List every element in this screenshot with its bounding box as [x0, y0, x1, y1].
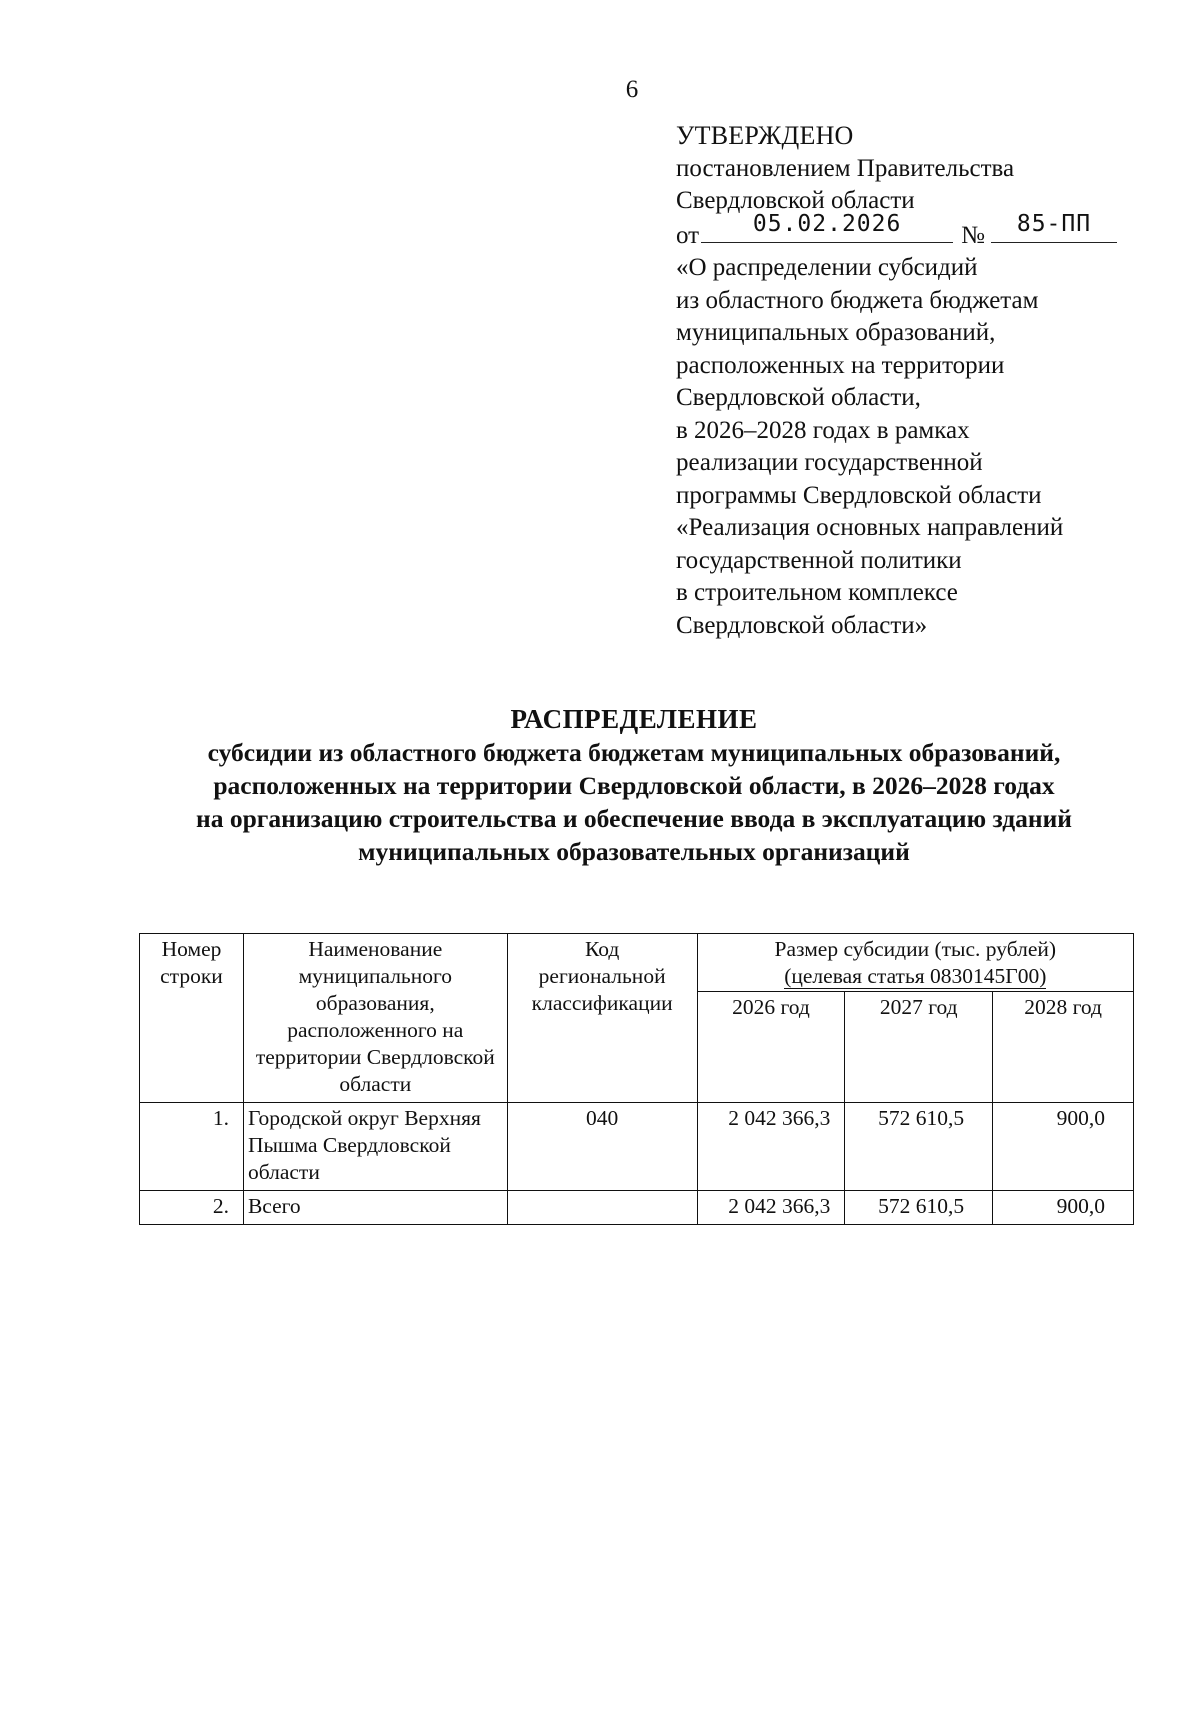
header-year-2027: 2027 год: [845, 992, 993, 1103]
row-value-2026: 2 042 366,3: [697, 1191, 845, 1225]
resolution-title-line: государственной политики: [676, 546, 962, 574]
resolution-title-line: программы Свердловской области: [676, 481, 1042, 509]
row-number: 1.: [140, 1103, 244, 1191]
row-region-code: [507, 1191, 697, 1225]
header-subsidy: [697, 934, 1133, 992]
approval-line-2: Свердловской области: [676, 187, 915, 214]
resolution-title-line: расположенных на территории: [676, 351, 1005, 379]
row-region-code: 040: [507, 1103, 697, 1191]
resolution-title-line: реализации государственной: [676, 449, 983, 476]
resolution-title-line: Свердловской области»: [676, 611, 928, 639]
header-region-code: Код региональной классификации: [507, 934, 697, 1103]
resolution-title-line: Свердловской области,: [676, 384, 921, 411]
row-value-2028: 900,0: [993, 1191, 1134, 1225]
header-municipality: Наименование муниципального образования, расположенного на территории Свердловской области: [243, 934, 507, 1103]
document-subtitle-line: субсидии из областного бюджета бюджетам муниципальных образований,: [207, 738, 1061, 767]
resolution-title-line: «Реализация основных направлений: [676, 514, 1064, 541]
page-number: 6: [625, 76, 639, 103]
resolution-title-line: из областного бюджета бюджетам: [676, 286, 1039, 314]
document-subtitle-line: на организацию строительства и обеспечение ввода в эксплуатацию зданий: [196, 804, 1072, 833]
table-row: [140, 1103, 1134, 1191]
number-prefix: №: [961, 221, 985, 249]
header-year-2028: 2028 год: [993, 992, 1134, 1103]
approval-line-1: постановлением Правительства: [676, 154, 1015, 182]
resolution-title-line: муниципальных образований,: [676, 319, 996, 346]
row-municipality: Городской округ Верхняя Пышма Свердловской области: [243, 1103, 507, 1191]
header-row-number: Номер строки: [140, 934, 244, 1103]
number-field: [991, 210, 1117, 243]
date-prefix: от: [676, 221, 700, 249]
row-value-2027: 572 610,5: [845, 1191, 993, 1225]
document-subtitle-line: муниципальных образовательных организаций: [358, 837, 910, 866]
row-municipality: Всего: [243, 1191, 507, 1225]
date-field: [701, 210, 953, 243]
row-value-2027: 572 610,5: [845, 1103, 993, 1191]
resolution-title-line: в 2026–2028 годах в рамках: [676, 416, 970, 444]
row-value-2028: 900,0: [993, 1103, 1134, 1191]
header-year-2026: 2026 год: [697, 992, 845, 1103]
row-number: 2.: [140, 1191, 244, 1225]
table-header-row: [140, 934, 1134, 992]
document-title: [0, 702, 1200, 868]
table-row-total: [140, 1191, 1134, 1225]
subsidy-table: [139, 933, 1134, 1225]
approval-date-number-line: [676, 210, 1176, 253]
document-title-main: РАСПРЕДЕЛЕНИЕ: [510, 704, 758, 734]
resolution-title-line: «О распределении субсидий: [676, 254, 978, 281]
resolution-title-line: в строительном комплексе: [676, 579, 958, 606]
approval-block: [676, 120, 1176, 642]
approval-heading: УТВЕРЖДЕНО: [676, 121, 854, 150]
date-value: 05.02.2026: [752, 210, 902, 237]
header-subsidy-title: Размер субсидии (тыс. рублей): [774, 937, 1057, 961]
header-subsidy-article: (целевая статья 0830145Г00): [784, 964, 1047, 988]
number-value: 85-ПП: [1016, 210, 1092, 237]
row-value-2026: 2 042 366,3: [697, 1103, 845, 1191]
document-subtitle-line: расположенных на территории Свердловской области, в 2026–2028 годах: [213, 771, 1055, 800]
